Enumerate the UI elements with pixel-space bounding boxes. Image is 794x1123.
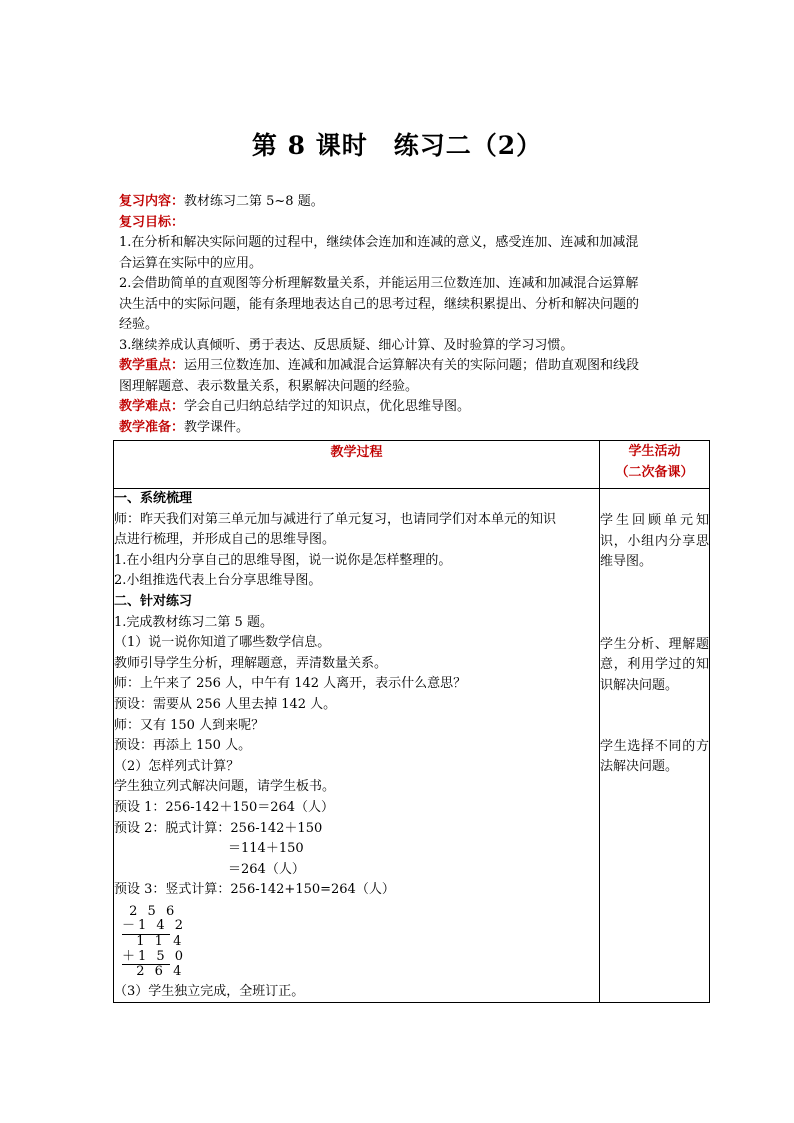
process-line: 预设：再添上 150 人。 [114,738,252,754]
intro-label: 复习内容： [119,194,185,209]
lesson-table [113,440,710,1003]
intro-line [119,315,689,336]
intro-text: 合运算在实际中的应用。 [119,255,263,271]
process-line: 预设：需要从 256 人里去掉 142 人。 [114,696,337,712]
calc-row: 1 1 4 [122,934,185,950]
intro-label: 教学重点： [119,358,185,373]
intro-label: 教学准备： [119,419,185,435]
intro-line [119,213,689,234]
intro-text: 决生活中的实际问题，能有条理地表达自己的思考过程，继续积累提出、分析和解决问题的 [119,296,640,312]
process-line: 师：上午来了 256 人，中午有 142 人离开，表示什么意思？ [114,676,467,692]
intro-line [119,377,689,398]
process-line: （2）怎样列式计算？ [114,758,240,774]
process-line: 教师引导学生分析，理解题意，弄清数量关系。 [114,655,388,671]
calc-row: 2 5 6 [122,903,178,919]
intro-text: 图理解题意、表示数量关系，积累解决问题的经验。 [119,378,419,394]
header-activity [600,441,710,489]
intro-text: 教学课件。 [184,419,250,435]
calc-row: －1 4 2 [122,918,187,934]
process-line: 1.完成教材练习二第 5 题。 [114,614,273,630]
header-activity-sub: （二次备课） [615,465,694,480]
intro-text: 3.继续养成认真倾听、勇于表达、反思质疑、细心计算、及时验算的学习习惯。 [119,337,574,353]
process-line: （1）说一说你知道了哪些数学信息。 [114,635,331,651]
header-activity-label: 学生活动 [628,444,681,459]
process-line: 预设 1：256-142＋150＝264（人） [114,799,335,815]
intro-line [119,397,689,418]
activity-note: 学生分析、理解题意，利用学过的知识解决问题。 [600,636,709,693]
vertical-calculation [122,905,599,980]
intro-text: 1.在分析和解决实际问题的过程中，继续体会连加和连减的意义，感受连加、连减和加减混 [119,235,639,250]
intro-line [119,192,689,213]
process-line: 点进行梳理，并形成自己的思维导图。 [114,532,336,548]
intro-line [119,233,689,254]
calc-row: 2 6 4 [122,964,185,980]
page-title: 第 8 课时 练习二（2） [251,131,543,160]
process-line: 1.在小组内分享自己的思维导图，说一说你是怎样整理的。 [114,552,452,568]
section-heading: 二、针对练习 [114,593,193,609]
intro-text: 运用三位数连加、连减和加减混合运算解决有关的实际问题；借助直观图和线段 [184,358,640,373]
intro-line [119,418,689,439]
lesson-intro [119,192,689,438]
process-line: 预设 2：脱式计算：256-142＋150 [114,820,323,836]
process-line: 师：又有 150 人到来呢？ [114,717,265,733]
section-heading: 一、系统梳理 [114,491,193,506]
intro-text: 学会自己归纳总结学过的知识点，优化思维导图。 [184,399,471,414]
intro-line [119,274,689,295]
intro-line [119,336,689,357]
activity-note: 学生回顾单元知识，小组内分享思维导图。 [600,513,709,570]
process-cell [114,489,600,1003]
intro-line [119,254,689,275]
header-process [114,441,600,489]
closing-line: （3）学生独立完成，全班订正。 [114,983,305,999]
activity-note: 学生选择不同的方法解决问题。 [600,738,709,775]
header-process-label: 教学过程 [330,445,383,460]
intro-text: 教材练习二第 5~8 题。 [184,194,324,209]
process-line: 预设 3：竖式计算：256-142+150=264（人） [114,882,395,898]
activity-cell [600,489,710,1003]
intro-line [119,295,689,316]
intro-label: 教学难点： [119,399,185,414]
process-line: 学生独立列式解决问题，请学生板书。 [114,779,336,795]
intro-text: 2.会借助简单的直观图等分析理解数量关系，并能运用三位数连加、连减和加减混合运算解 [119,276,639,291]
process-line: 师：昨天我们对第三单元加与减进行了单元复习，也请同学们对本单元的知识 [114,511,557,527]
intro-text: 经验。 [119,317,159,332]
process-lines [114,489,599,901]
intro-label: 复习目标： [119,214,185,230]
process-line: 2.小组推选代表上台分享思维导图。 [114,573,322,589]
process-line: ＝264（人） [228,861,305,877]
process-line: ＝114＋150 [228,841,304,857]
calc-row: ＋1 5 0 [122,948,187,964]
intro-line [119,356,689,377]
